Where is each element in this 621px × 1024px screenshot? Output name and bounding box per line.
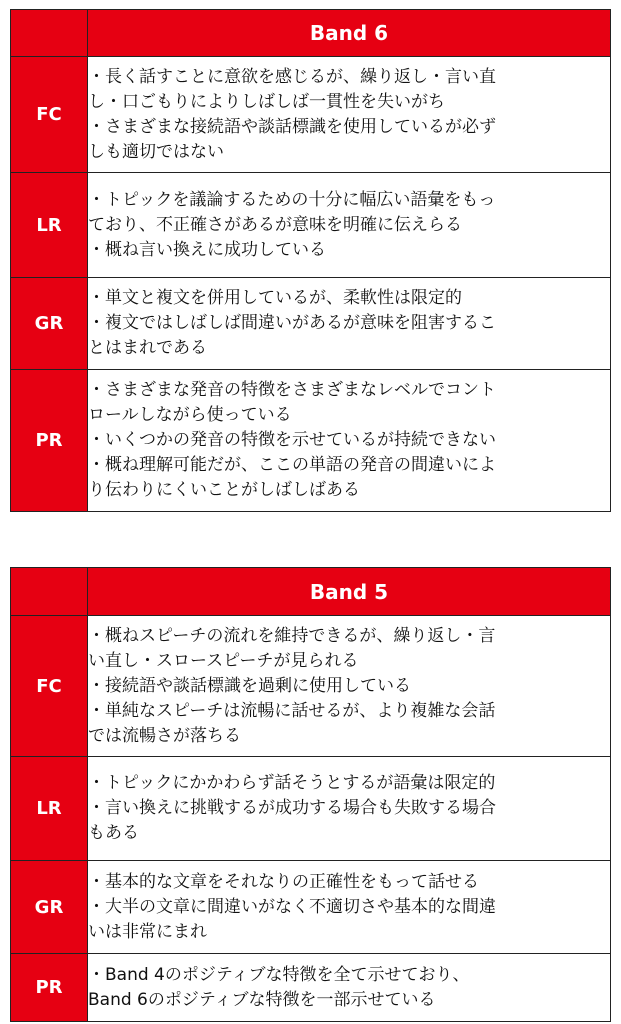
- description-line: ・さまざまな接続語や談話標識を使用しているが必ず: [88, 116, 496, 137]
- criterion-label-fc: FC: [11, 616, 88, 757]
- band-6-header-row: [11, 10, 611, 57]
- band-6-table: [10, 9, 611, 512]
- description-line: ・単文と複文を併用しているが、柔軟性は限定的: [88, 288, 462, 308]
- band-5-row-gr: [11, 861, 611, 954]
- description-line: ・Band 4のポジティブな特徴を全て示せており、: [88, 964, 470, 985]
- description-line: ロールしながら使っている: [88, 405, 292, 425]
- criterion-label-lr: LR: [11, 173, 88, 278]
- description-line: い直し・スロースピーチが見られる: [88, 650, 359, 671]
- criterion-description-gr: [88, 861, 611, 954]
- band-6-row-pr: [11, 370, 611, 512]
- criterion-description-lr: [88, 173, 611, 278]
- criterion-label-gr: GR: [11, 278, 88, 370]
- description-line: Band 6のポジティブな特徴を一部示せている: [88, 989, 436, 1010]
- description-line: とはまれである: [88, 338, 207, 358]
- description-line: ・言い換えに挑戦するが成功する場合も失敗する場合: [88, 798, 496, 818]
- criterion-label-pr: PR: [11, 954, 88, 1022]
- description-line: ・長く話すことに意欲を感じるが、繰り返し・言い直: [88, 66, 496, 87]
- description-line: ・複文ではしばしば間違いがあるが意味を阻害するこ: [88, 313, 496, 333]
- band-5-row-fc: [11, 616, 611, 757]
- description-line: ており、不正確さがあるが意味を明確に伝えらる: [88, 214, 462, 235]
- description-line: しも適切ではない: [88, 141, 224, 162]
- description-line: ・さまざまな発音の特徴をさまざまなレベルでコント: [88, 380, 496, 400]
- description-line: ・いくつかの発音の特徴を示せているが持続できない: [88, 430, 496, 450]
- description-line: ・トピックにかかわらず話そうとするが語彙は限定的: [88, 773, 496, 793]
- criterion-description-fc: [88, 57, 611, 173]
- criterion-description-pr: [88, 954, 611, 1022]
- band-5-title: Band 5: [88, 568, 611, 616]
- band-6-row-gr: [11, 278, 611, 370]
- description-line: ・単純なスピーチは流暢に話せるが、より複雑な会話: [88, 700, 496, 721]
- description-line: り伝わりにくいことがしばしばある: [88, 480, 360, 500]
- description-line: いは非常にまれ: [88, 921, 207, 942]
- criterion-description-pr: [88, 370, 611, 512]
- criterion-description-gr: [88, 278, 611, 370]
- description-line: ・基本的な文章をそれなりの正確性をもって話せる: [88, 871, 479, 892]
- description-line: ・トピックを議論するための十分に幅広い語彙をもっ: [88, 189, 496, 210]
- description-line: ・大半の文章に間違いがなく不適切さや基本的な間違: [88, 896, 496, 917]
- band-5-header-row: [11, 568, 611, 616]
- description-line: し・口ごもりによりしばしば一貫性を失いがち: [88, 91, 445, 112]
- criterion-label-pr: PR: [11, 370, 88, 512]
- band-5-table: [10, 567, 611, 1022]
- description-line: もある: [88, 823, 139, 843]
- band-6-title: Band 6: [88, 10, 611, 57]
- description-line: ・概ね理解可能だが、ここの単語の発音の間違いによ: [88, 455, 496, 475]
- description-line: では流暢さが落ちる: [88, 725, 241, 746]
- band-6-row-fc: [11, 57, 611, 173]
- band-5-row-lr: [11, 757, 611, 861]
- description-line: ・概ねスピーチの流れを維持できるが、繰り返し・言: [88, 625, 496, 646]
- criterion-label-lr: LR: [11, 757, 88, 861]
- criterion-description-lr: [88, 757, 611, 861]
- band-6-row-lr: [11, 173, 611, 278]
- criterion-label-gr: GR: [11, 861, 88, 954]
- criterion-description-fc: [88, 616, 611, 757]
- description-line: ・接続語や談話標識を過剰に使用している: [88, 675, 411, 696]
- band-5-row-pr: [11, 954, 611, 1022]
- header-blank-cell: [11, 568, 88, 616]
- description-line: ・概ね言い換えに成功している: [88, 239, 326, 260]
- criterion-label-fc: FC: [11, 57, 88, 173]
- header-blank-cell: [11, 10, 88, 57]
